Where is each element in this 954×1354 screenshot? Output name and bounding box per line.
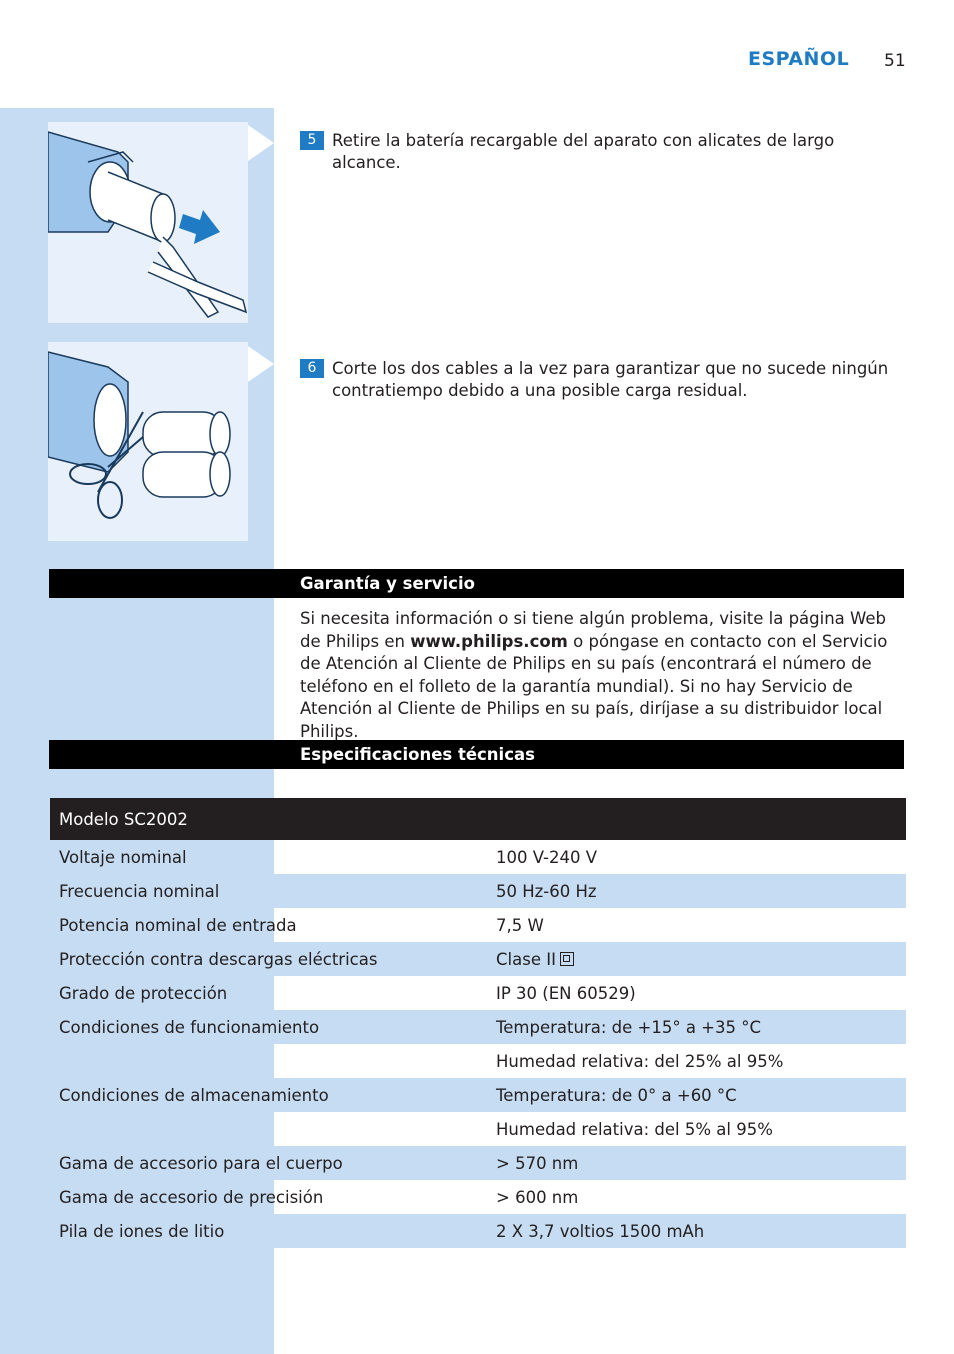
table-header-row [50, 798, 906, 840]
table-row [50, 840, 906, 874]
step-number: 5 [300, 131, 324, 150]
language-label: ESPAÑOL [748, 48, 850, 70]
step-number: 6 [300, 359, 324, 378]
table-row [50, 908, 906, 942]
callout-notch [248, 346, 274, 382]
spec-label: Pila de iones de litio [50, 1214, 487, 1248]
section-title: Garantía y servicio [300, 574, 475, 593]
table-row [50, 1078, 906, 1112]
spec-label: Potencia nominal de entrada [59, 915, 297, 935]
spec-label: Condiciones de almacenamiento [50, 1078, 487, 1112]
philips-link[interactable]: www.philips.com [410, 631, 568, 651]
spec-value: Humedad relativa: del 25% al 95% [496, 1051, 784, 1071]
callout-notch [248, 125, 274, 161]
table-row [50, 1010, 906, 1044]
spec-value: Humedad relativa: del 5% al 95% [496, 1119, 773, 1139]
table-row [50, 942, 906, 976]
table-row [50, 1044, 906, 1078]
table-row [50, 874, 906, 908]
spec-value: > 600 nm [496, 1187, 579, 1207]
warranty-text: Si necesita información o si tiene algún problema, visite la página Web de Philips en [300, 609, 887, 651]
table-row [50, 976, 906, 1010]
spec-value: Clase II [496, 949, 556, 969]
class-ii-icon [560, 952, 574, 966]
spec-label [50, 1044, 487, 1078]
battery-removal-illustration [48, 122, 248, 323]
wire-cutting-illustration [48, 342, 248, 541]
spec-label: Gama de accesorio de precisión [59, 1187, 324, 1207]
warranty-section-bar [49, 569, 904, 598]
spec-label: Gama de accesorio para el cuerpo [50, 1146, 487, 1180]
spec-value: Temperatura: de 0° a +60 °C [487, 1078, 906, 1112]
step-text: Corte los dos cables a la vez para garantizar que no sucede ningún contratiempo debido a una posible carga residual. [332, 359, 889, 400]
spec-value: > 570 nm [487, 1146, 906, 1180]
spec-value-cell [487, 942, 906, 976]
model-header: Modelo SC2002 [50, 798, 906, 840]
spec-value: 2 X 3,7 voltios 1500 mAh [487, 1214, 906, 1248]
arrow-icon [179, 210, 220, 244]
spec-label: Frecuencia nominal [50, 874, 487, 908]
table-row [50, 1146, 906, 1180]
step-text: Retire la batería recargable del aparato con alicates de largo alcance. [332, 131, 835, 172]
warranty-paragraph [300, 608, 908, 743]
step-5 [300, 130, 900, 174]
spec-label: Voltaje nominal [59, 847, 187, 867]
table-row [50, 1214, 906, 1248]
step-6 [300, 358, 900, 402]
spec-label [50, 1112, 487, 1146]
section-title: Especificaciones técnicas [300, 745, 535, 764]
table-row [50, 1180, 906, 1214]
specs-table [50, 798, 906, 1248]
spec-label: Protección contra descargas eléctricas [50, 942, 487, 976]
table-row [50, 1112, 906, 1146]
spec-value: Temperatura: de +15° a +35 °C [487, 1010, 906, 1044]
spec-value: 100 V-240 V [496, 847, 598, 867]
specs-section-bar [49, 740, 904, 769]
spec-value: 7,5 W [496, 915, 544, 935]
spec-value: 50 Hz-60 Hz [487, 874, 906, 908]
spec-label: Grado de protección [59, 983, 228, 1003]
spec-label: Condiciones de funcionamiento [50, 1010, 487, 1044]
warranty-text: o póngase en contacto con el Servicio de Atención al Cliente de Philips en su país (encontrará el número de teléfono en el folleto de la garantía mundial). Si no hay Servicio de Atención al Cliente de Philips en su país, diríjase a su distribuidor local Philips. [300, 631, 888, 741]
page-number: 51 [884, 51, 906, 71]
spec-value: IP 30 (EN 60529) [496, 983, 636, 1003]
